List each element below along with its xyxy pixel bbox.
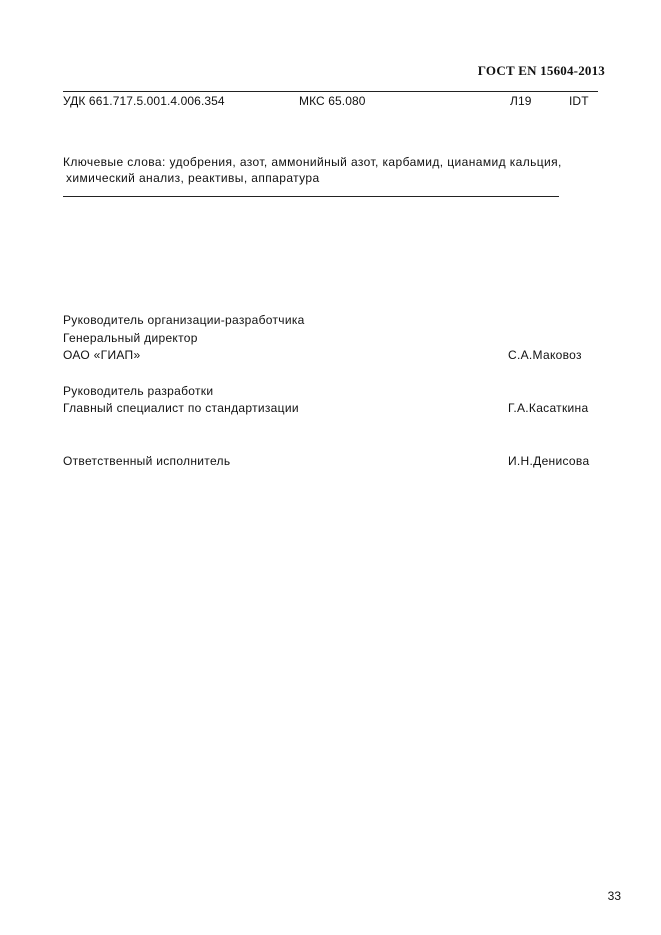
general-director-title: Генеральный директор	[63, 331, 198, 345]
mks-code: МКС 65.080	[299, 94, 366, 108]
standard-code	[478, 63, 605, 79]
keywords-divider	[63, 196, 559, 197]
chief-specialist-title: Главный специалист по стандартизации	[63, 401, 299, 415]
dev-head-name: Г.А.Касаткина	[508, 401, 589, 415]
org-head-name: С.А.Маковоз	[508, 348, 582, 362]
keywords-line-2: химический анализ, реактивы, аппаратура	[66, 171, 320, 185]
dev-head-title: Руководитель разработки	[63, 384, 214, 398]
standard-code-text: ГОСТ EN 15604-2013	[477, 63, 605, 78]
organization-name: ОАО «ГИАП»	[63, 348, 141, 362]
keywords-line-1: Ключевые слова: удобрения, азот, аммонийный азот, карбамид, цианамид кальция,	[63, 155, 562, 169]
keywords-block	[63, 154, 562, 186]
top-divider	[63, 91, 598, 92]
identity-code: IDT	[569, 94, 589, 108]
group-code: Л19	[510, 94, 532, 108]
executor-title: Ответственный исполнитель	[63, 454, 231, 468]
udk-code: УДК 661.717.5.001.4.006.354	[63, 94, 225, 108]
org-head-title: Руководитель организации-разработчика	[63, 313, 305, 327]
executor-name: И.Н.Денисова	[508, 454, 590, 468]
page-number: 33	[607, 889, 621, 903]
